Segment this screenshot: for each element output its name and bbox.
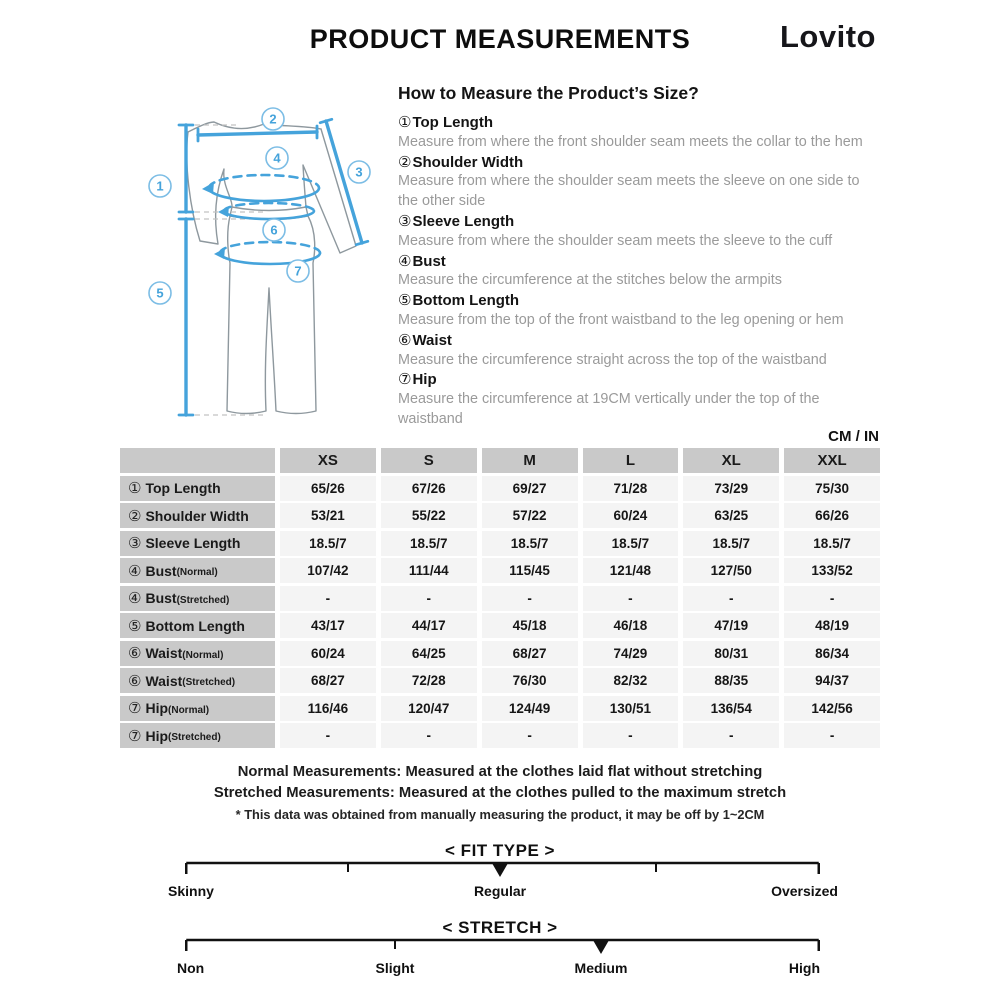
table-header-size: S xyxy=(381,448,477,473)
row-sub-label: (Normal) xyxy=(176,567,218,578)
bust-ellipse xyxy=(209,188,319,201)
howto-heading: How to Measure the Product’s Size? xyxy=(398,83,699,103)
waist-ellipse xyxy=(224,211,314,219)
note-disclaimer: * This data was obtained from manually measuring the product, it may be off by 1~2CM xyxy=(235,807,765,822)
howto-item xyxy=(398,113,898,153)
table-header-empty xyxy=(120,448,275,473)
howto-item-title xyxy=(398,291,898,311)
item-number: ⑤ xyxy=(398,292,412,310)
item-description: Measure from where the front shoulder seam meets the collar to the hem xyxy=(398,133,863,150)
diagram-callouts xyxy=(149,108,370,304)
table-cell: 107/42 xyxy=(280,558,376,583)
table-header-size: XL xyxy=(683,448,779,473)
howto-item xyxy=(398,212,898,252)
item-description: the other side xyxy=(398,193,486,210)
scale-label-oversized: Oversized xyxy=(771,883,838,899)
table-row-label xyxy=(120,503,275,528)
howto-item-title xyxy=(398,370,898,390)
table-cell: 111/44 xyxy=(381,558,477,583)
shoulder-width-line xyxy=(198,132,317,135)
table-cell: 18.5/7 xyxy=(482,531,578,556)
item-label: Hip xyxy=(412,371,437,389)
table-cell: - xyxy=(683,723,779,748)
item-description: Measure from where the shoulder seam meets the sleeve to the cuff xyxy=(398,232,833,249)
row-number: ⑤ xyxy=(128,617,142,635)
table-row-label xyxy=(120,668,275,693)
table-cell: 18.5/7 xyxy=(381,531,477,556)
table-cell: 94/37 xyxy=(784,668,880,693)
table-row-label xyxy=(120,586,275,611)
scale-label-regular: Regular xyxy=(473,883,527,899)
item-label: Top Length xyxy=(412,114,493,131)
table-cell: 65/26 xyxy=(280,476,376,501)
item-description: Measure from where the shoulder seam meets the sleeve on one side to xyxy=(398,173,860,190)
notes xyxy=(0,762,1000,822)
item-description: Measure the circumference straight across the top of the waistband xyxy=(398,351,827,368)
row-name: Bust xyxy=(145,590,177,606)
fit-type-scale xyxy=(185,861,820,881)
table-cell: 18.5/7 xyxy=(280,531,376,556)
table-cell: 72/28 xyxy=(381,668,477,693)
scale-label-non: Non xyxy=(177,960,205,976)
callout-3: 3 xyxy=(355,164,363,180)
table-row-label xyxy=(120,696,275,721)
item-label: Waist xyxy=(412,331,452,349)
table-cell: - xyxy=(583,723,679,748)
row-sub-label: (Stretched) xyxy=(176,594,230,606)
table-cell: 45/18 xyxy=(482,613,578,638)
row-number: ⑥ xyxy=(128,645,142,662)
table-row-label xyxy=(120,641,275,666)
table-cell: 133/52 xyxy=(784,558,880,583)
guide-lines xyxy=(186,125,268,415)
table-cell: 53/21 xyxy=(280,503,376,528)
table-row-label xyxy=(120,613,275,638)
table-header-size: XS xyxy=(280,448,376,473)
row-number: ⑦ xyxy=(128,700,142,717)
row-sub-label: (Normal) xyxy=(168,704,210,716)
item-label: Shoulder Width xyxy=(412,153,524,171)
table-cell: 115/45 xyxy=(482,558,578,583)
row-number: ⑥ xyxy=(128,672,142,690)
row-number: ④ xyxy=(128,562,142,580)
callout-4: 4 xyxy=(273,150,281,166)
table-cell: 18.5/7 xyxy=(784,531,880,556)
table-cell: 46/18 xyxy=(583,613,679,638)
row-name: Bottom Length xyxy=(145,617,245,634)
howto-item xyxy=(398,370,898,429)
callout-7: 7 xyxy=(294,263,302,279)
row-sub-label: (Normal) xyxy=(182,649,224,661)
garment-diagram xyxy=(140,103,400,425)
table-header-size: L xyxy=(583,448,679,473)
table-cell: - xyxy=(683,586,779,611)
fit-marker-triangle xyxy=(493,864,508,877)
callout-2: 2 xyxy=(269,111,277,127)
callout-5: 5 xyxy=(156,285,164,301)
row-sub-label: (Stretched) xyxy=(182,677,236,688)
table-cell: - xyxy=(280,586,376,611)
stretch-scale xyxy=(185,938,820,958)
note-stretched: Stretched Measurements: Measured at the clothes pulled to the maximum stretch xyxy=(213,784,787,801)
item-description: Measure the circumference at 19CM vertically under the top of the xyxy=(398,391,820,408)
table-cell: 130/51 xyxy=(583,696,679,721)
table-row-label xyxy=(120,476,275,501)
table-cell: 127/50 xyxy=(683,558,779,583)
note-normal: Normal Measurements: Measured at the clothes laid flat without stretching xyxy=(237,764,763,780)
table-cell: 64/25 xyxy=(381,641,477,666)
table-cell: 18.5/7 xyxy=(683,531,779,556)
row-number: ② xyxy=(128,507,142,525)
table-cell: 88/35 xyxy=(683,668,779,693)
row-number: ⑦ xyxy=(128,727,142,745)
unit-label: CM / IN xyxy=(828,428,879,445)
scale-label-high: High xyxy=(788,960,820,976)
howto-item xyxy=(398,331,898,371)
table-row-label xyxy=(120,558,275,583)
item-number: ② xyxy=(398,153,412,171)
howto-item-title xyxy=(398,331,898,351)
size-table xyxy=(120,448,880,748)
item-description: Measure from the top of the front waistband to the leg opening or hem xyxy=(398,311,844,328)
table-row-label xyxy=(120,723,275,748)
row-number: ④ xyxy=(128,590,142,607)
table-cell: 57/22 xyxy=(482,503,578,528)
item-description: Measure the circumference at the stitches below the armpits xyxy=(398,272,782,289)
table-cell: 68/27 xyxy=(482,641,578,666)
table-cell: - xyxy=(381,723,477,748)
fit-type-title: < FIT TYPE > xyxy=(445,841,555,860)
row-name: Shoulder Width xyxy=(145,507,249,524)
table-cell: - xyxy=(482,586,578,611)
scale-label-medium: Medium xyxy=(574,960,628,976)
table-cell: 80/31 xyxy=(683,641,779,666)
table-cell: - xyxy=(381,586,477,611)
row-name: Waist xyxy=(145,645,183,661)
table-cell: 60/24 xyxy=(280,641,376,666)
stretch-marker-triangle xyxy=(594,941,609,954)
howto-item xyxy=(398,291,898,331)
row-sub-label: (Stretched) xyxy=(168,732,221,743)
stretch-title: < STRETCH > xyxy=(442,918,558,937)
table-cell: 86/34 xyxy=(784,641,880,666)
howto-item xyxy=(398,252,898,292)
table-cell: 67/26 xyxy=(381,476,477,501)
table-cell: 18.5/7 xyxy=(583,531,679,556)
table-cell: 75/30 xyxy=(784,476,880,501)
table-cell: 71/28 xyxy=(583,476,679,501)
scale-label-slight: Slight xyxy=(375,960,415,976)
item-label: Sleeve Length xyxy=(412,212,515,230)
scale-label-skinny: Skinny xyxy=(168,883,214,899)
item-number: ⑦ xyxy=(398,371,412,389)
table-cell: 73/29 xyxy=(683,476,779,501)
table-cell: 43/17 xyxy=(280,613,376,638)
table-cell: - xyxy=(482,723,578,748)
callout-6: 6 xyxy=(270,222,278,238)
table-cell: - xyxy=(583,586,679,611)
table-cell: 116/46 xyxy=(280,696,376,721)
table-cell: 136/54 xyxy=(683,696,779,721)
howto-item-title xyxy=(398,153,898,173)
item-number: ④ xyxy=(398,252,412,270)
row-name: Hip xyxy=(145,700,169,716)
table-cell: 47/19 xyxy=(683,613,779,638)
table-row-label xyxy=(120,531,275,556)
howto-section xyxy=(398,83,898,430)
callout-1: 1 xyxy=(156,178,164,194)
table-cell: 82/32 xyxy=(583,668,679,693)
table-cell: 44/17 xyxy=(381,613,477,638)
item-label: Bottom Length xyxy=(412,292,520,310)
table-cell: 121/48 xyxy=(583,558,679,583)
table-cell: 74/29 xyxy=(583,641,679,666)
row-name: Top Length xyxy=(145,480,221,496)
row-name: Sleeve Length xyxy=(145,535,241,551)
table-cell: 124/49 xyxy=(482,696,578,721)
howto-item-title xyxy=(398,252,898,272)
table-cell: 68/27 xyxy=(280,668,376,693)
table-cell: 120/47 xyxy=(381,696,477,721)
row-number: ① xyxy=(128,480,142,497)
row-number: ③ xyxy=(128,535,142,552)
item-description: waistband xyxy=(398,410,463,427)
row-name: Bust xyxy=(145,562,177,579)
table-cell: 60/24 xyxy=(583,503,679,528)
table-cell: - xyxy=(280,723,376,748)
item-number: ⑥ xyxy=(398,331,412,349)
page-title: PRODUCT MEASUREMENTS xyxy=(309,24,691,54)
howto-item xyxy=(398,153,898,212)
table-cell: 66/26 xyxy=(784,503,880,528)
row-name: Waist xyxy=(145,672,183,689)
row-name: Hip xyxy=(145,727,169,744)
table-cell: - xyxy=(784,586,880,611)
table-cell: 55/22 xyxy=(381,503,477,528)
table-cell: 142/56 xyxy=(784,696,880,721)
item-number: ③ xyxy=(398,212,412,230)
howto-item-title xyxy=(398,113,898,133)
brand-logo: Lovito xyxy=(780,19,876,54)
table-header-size: M xyxy=(482,448,578,473)
table-header-size: XXL xyxy=(784,448,880,473)
table-cell: 69/27 xyxy=(482,476,578,501)
table-cell: - xyxy=(784,723,880,748)
item-label: Bust xyxy=(412,252,446,270)
howto-list xyxy=(398,113,898,430)
howto-item-title xyxy=(398,212,898,232)
item-number: ① xyxy=(398,114,412,131)
table-cell: 48/19 xyxy=(784,613,880,638)
table-cell: 63/25 xyxy=(683,503,779,528)
table-cell: 76/30 xyxy=(482,668,578,693)
